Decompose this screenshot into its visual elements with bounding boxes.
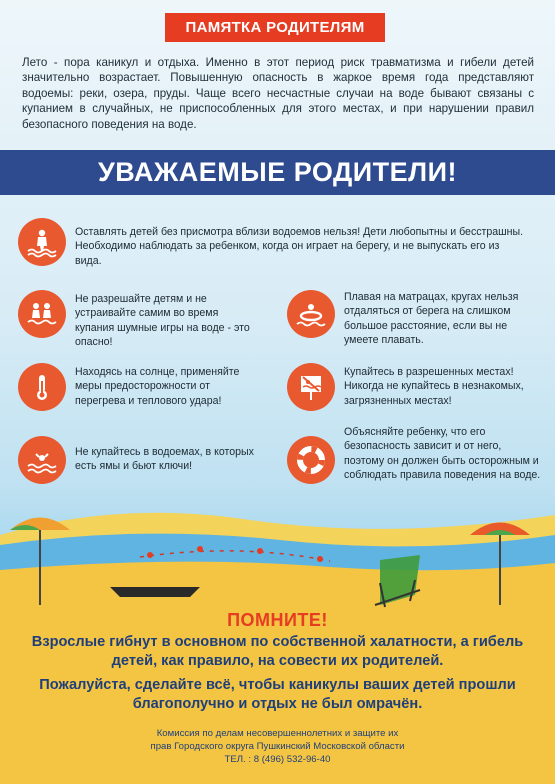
tip-text-pits-springs: Не купайтесь в водоемах, в которых есть ямы и бьют ключи! <box>75 446 254 473</box>
remember-heading: ПОМНИТЕ! <box>227 610 328 630</box>
intro-paragraph: Лето - пора каникул и отдыха. Именно в этот период риск травматизма и гибели детей значительно возрастает. Повышенную опасность в жаркое время года представляют водоемы: реки, озера, пруды. Чаще всего несчастные случаи на воде бывают связаны с купанием в случайных, не приспособленных для этого местах, и при нарушении правил безопасного поведения на воде. <box>22 56 534 131</box>
tip-text-noisy-games: Не разрешайте детям и не устраивайте самим во время купания шумные игры на воде - это опасно! <box>75 293 250 349</box>
thermometer-sun-icon <box>18 363 66 411</box>
footer-line1: Комиссия по делам несовершеннолетних и защите их <box>156 728 399 739</box>
swimmer-on-float-icon <box>287 290 335 338</box>
remember-warning-line2: Пожалуйста, сделайте всё, чтобы каникулы ваших детей прошли благополучно и отдых не был омрачён. <box>39 677 516 712</box>
tip-text-supervision: Оставлять детей без присмотра вблизи водоемов нельзя! Дети любопытны и бесстрашны. Необходимо наблюдать за ребенком, когда он играет на берегу, и не выпускать его из вида. <box>75 226 524 267</box>
lifebuoy-icon <box>287 436 335 484</box>
footer-phone: ТЕЛ. : 8 (496) 532-96-40 <box>224 754 331 765</box>
child-near-water-icon <box>18 218 66 266</box>
tip-text-floats: Плавая на матрацах, кругах нельзя отдаляться от берега на слишком большое расстояние, если вы не умеете плавать. <box>344 291 519 347</box>
sos-drowning-icon <box>18 436 66 484</box>
header-badge: ПАМЯТКА РОДИТЕЛЯМ <box>165 13 385 42</box>
footer-line2: прав Городского округа Пушкинский Московской области <box>150 741 405 752</box>
banner-title: УВАЖАЕМЫЕ РОДИТЕЛИ! <box>0 150 555 195</box>
remember-warning-line1: Взрослые гибнут в основном по собственной халатности, а гибель детей, как правило, на совести их родителей. <box>31 634 524 669</box>
tip-text-explain-child: Объясняйте ребенку, что его безопасность зависит и от него, поэтому он должен быть осторожным и соблюдать правила поведения на воде. <box>344 426 541 482</box>
kids-playing-in-water-icon <box>18 290 66 338</box>
tip-text-allowed-places: Купайтесь в разрешенных местах! Никогда не купайтесь в незнакомых, загрязненных местах! <box>344 366 524 407</box>
no-swimming-sign-icon <box>287 363 335 411</box>
tip-text-overheating: Находясь на солнце, применяйте меры предосторожности от перегрева и теплового удара! <box>75 366 240 407</box>
